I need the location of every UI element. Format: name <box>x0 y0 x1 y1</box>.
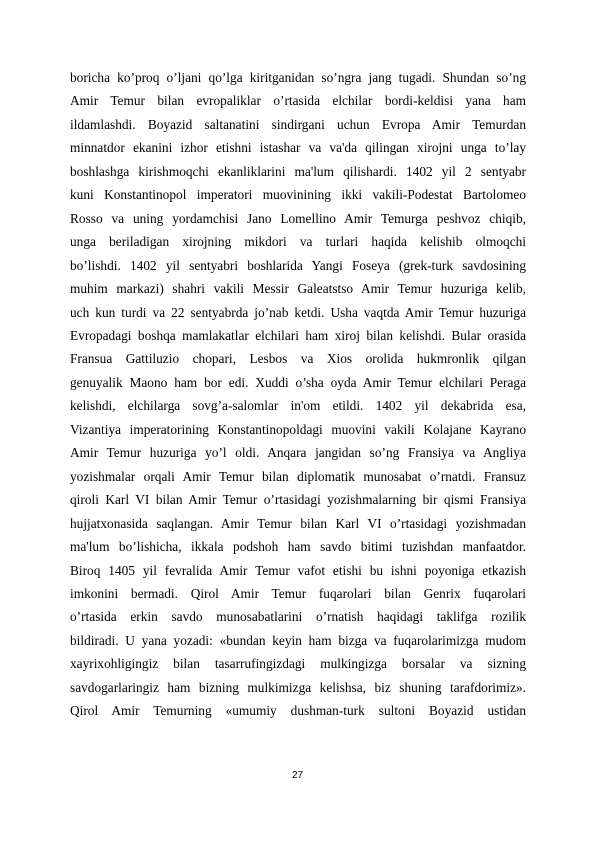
text-line: muhim markazi) shahri vakili Messir Galeatstso Amir Temur huzuriga kelib, <box>70 281 526 297</box>
body-text <box>70 66 526 723</box>
text-line: genuyalik Maono ham bor edi. Xuddi o’sha oyda Amir Temur elchilari Peraga <box>70 374 526 390</box>
text-line: kuni Konstantinopol imperatori muovinining ikki vakili-Podestat Bartolomeo <box>70 187 526 203</box>
text-line: xayrixohligingiz bilan tasarrufingizdagi mulkingizga borsalar va sizning <box>70 656 526 672</box>
text-line: minnatdor ekanini izhor etishni istashar va va'da qilingan xirojni unga to’lay <box>70 140 526 156</box>
text-line: Rosso va uning yordamchisi Jano Lomellino Amir Temurga peshvoz chiqib, <box>70 210 526 226</box>
text-line: kelishdi, elchilarga sovg’a-salomlar in'om etildi. 1402 yil dekabrida esa, <box>70 398 526 414</box>
text-line: Vizantiya imperatorining Konstantinopoldagi muovini vakili Kolajane Kayrano <box>70 421 526 437</box>
text-line: yozishmalar orqali Amir Temur bilan diplomatik munosabat o’rnatdi. Fransuz <box>70 468 526 484</box>
page-number: 27 <box>291 770 304 781</box>
text-line: uch kun turdi va 22 sentyabrda jo’nab ketdi. Usha vaqtda Amir Temur huzuriga <box>70 304 526 320</box>
text-line: Amir Temur huzuriga yo’l oldi. Anqara jangidan so’ng Fransiya va Angliya <box>70 445 526 461</box>
text-line: savdogarlaringiz ham bizning mulkimizga kelishsa, biz shuning tarafdorimiz». <box>70 679 526 695</box>
text-line: Amir Temur bilan evropaliklar o’rtasida elchilar bordi-keldisi yana ham <box>70 93 526 109</box>
text-line: unga beriladigan xirojning mikdori va turlari haqida kelishib olmoqchi <box>70 234 526 250</box>
text-line: Evropadagi boshqa mamlakatlar elchilari ham xiroj bilan kelishdi. Bular orasida <box>70 327 526 343</box>
text-line: hujjatxonasida saqlangan. Amir Temur bilan Karl VI o’rtasidagi yozishmadan <box>70 515 526 531</box>
text-line: Qirol Amir Temurning «umumiy dushman-turk sultoni Boyazid ustidan <box>70 703 526 719</box>
text-line: Fransua Gattiluzio chopari, Lesbos va Xios orolida hukmronlik qilgan <box>70 351 526 367</box>
text-line: o’rtasida erkin savdo munosabatlarini o’rnatish haqidagi taklifga rozilik <box>70 609 526 625</box>
text-line: ildamlashdi. Boyazid saltanatini sindirgani uchun Evropa Amir Temurdan <box>70 116 526 132</box>
text-line: qiroli Karl VI bilan Amir Temur o’rtasidagi yozishmalarning bir qismi Fransiya <box>70 492 526 508</box>
text-line: boshlashga kirishmoqchi ekanliklarini ma'lum qilishardi. 1402 yil 2 sentyabr <box>70 163 526 179</box>
text-line: bo’lishdi. 1402 yil sentyabri boshlarida Yangi Foseya (grek-turk savdosining <box>70 257 526 273</box>
text-line: imkonini bermadi. Qirol Amir Temur fuqarolari bilan Genrix fuqarolari <box>70 585 526 601</box>
text-line: ma'lum bo’lishicha, ikkala podshoh ham savdo bitimi tuzishdan manfaatdor. <box>70 539 526 555</box>
text-line: bildiradi. U yana yozadi: «bundan keyin ham bizga va fuqarolarimizga mudom <box>70 632 526 648</box>
text-line: boricha ko’proq o’ljani qo’lga kiritganidan so’ngra jang tugadi. Shundan so’ng <box>70 70 526 85</box>
text-line: Biroq 1405 yil fevralida Amir Temur vafot etishi bu ishni poyoniga etkazish <box>70 562 526 578</box>
